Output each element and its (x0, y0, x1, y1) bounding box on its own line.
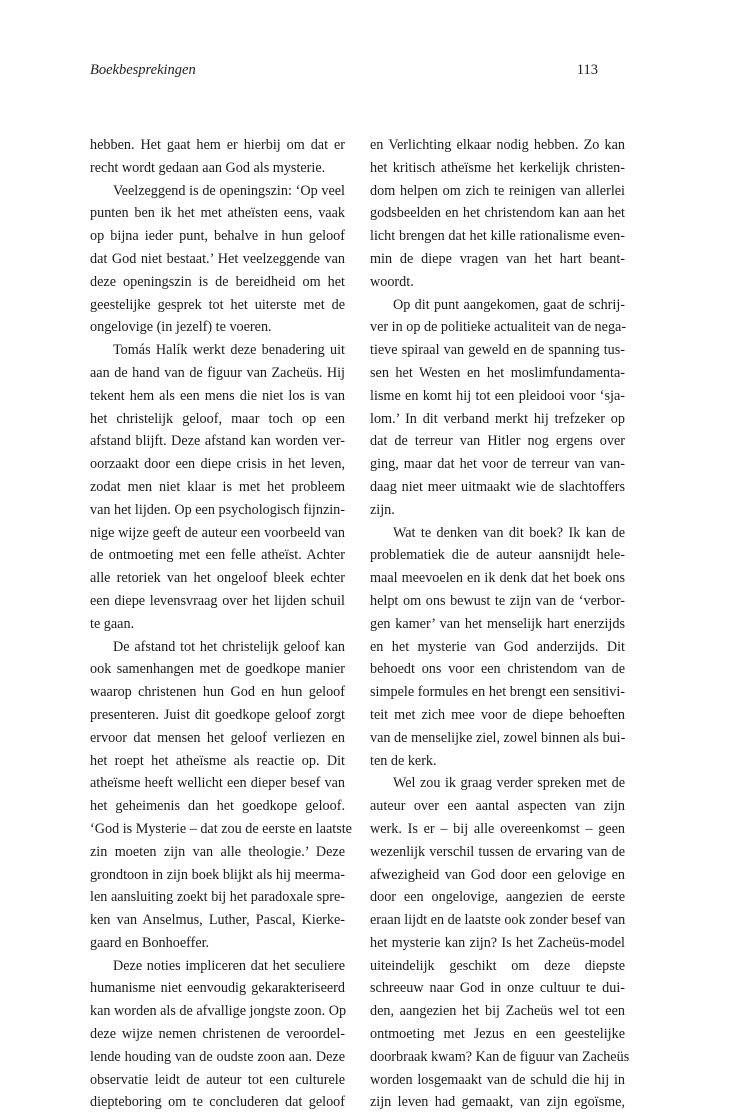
text-line: helpt om ons bewust te zijn van de ‘verbor- (370, 592, 625, 609)
text-line: werk. Is er – bij alle overeenkomst – geen (370, 820, 625, 837)
text-line: het christelijk geloof, maar toch op een (90, 410, 345, 427)
text-column-left (90, 134, 352, 1114)
text-line: dat God niet bestaat.’ Het veelzeggende van (90, 250, 345, 267)
text-line: alle retoriek van het ongeloof bleek echter (90, 570, 345, 587)
text-line: atheïsme heeft wellicht een dieper besef van (90, 775, 345, 792)
text-line: dom helpen om zich te reinigen van allerlei (370, 182, 625, 199)
text-line: ten de kerk. (370, 752, 437, 769)
text-line: schreeuw naar God in onze cultuur te dui- (370, 980, 625, 997)
text-line: Veelzeggend is de openingszin: ‘Op veel (113, 182, 345, 199)
text-line: den, aangezien het bij Zacheüs wel tot een (370, 1003, 625, 1020)
text-line: gaard en Bonhoeffer. (90, 934, 210, 951)
text-line: op bijna ieder punt, behalve in hun geloof (90, 228, 345, 245)
text-line: behoedt ons voor een christendom van de (370, 661, 625, 678)
text-line: geestelijke gesprek tot het uiterste met de (90, 296, 345, 313)
text-line: tieve spiraal van geweld en de spanning tus- (370, 342, 625, 359)
text-line: punten ben ik het met atheïsten eens, vaak (90, 205, 345, 222)
text-line: len aansluiting zoekt bij het paradoxale spre- (90, 889, 345, 906)
text-line: zodat men niet klaar is met het probleem (90, 478, 345, 495)
text-line: zin moeten zijn van alle theologie.’ Deze (90, 843, 345, 860)
text-line: sen het Westen en het moslimfundamenta- (370, 364, 625, 381)
running-head (90, 62, 598, 82)
text-line: auteur over een aantal aspecten van zijn (370, 798, 625, 815)
text-line: door een ongelovige, aangezien de eerste (370, 889, 625, 906)
text-line: deze wijze nemen christenen de veroordel- (90, 1026, 345, 1043)
text-line: zijn leven had gemaakt, van zijn egoïsme, (370, 1094, 625, 1111)
text-line: lende houding van de oudste zoon aan. Deze (90, 1048, 345, 1065)
text-line: diepteboring om te concluderen dat geloof (90, 1094, 345, 1111)
text-line: wezenlijk verschil tussen de ervaring van de (370, 843, 625, 860)
text-line: eraan lijdt en de laatste ook zonder besef van (370, 912, 626, 929)
text-line: afstand blijft. Deze afstand kan worden ver- (90, 433, 345, 450)
text-line: dat de terreur van Hitler nog ergens over (370, 433, 625, 450)
text-line: het geheimenis dan het goedkope geloof. (90, 798, 345, 815)
text-line: van het lijden. Op een psychologisch fijnzin- (90, 501, 345, 518)
text-line: ver in op de politieke actualiteit van de nega- (370, 319, 627, 336)
text-line: het kritisch atheïsme het kerkelijk christen- (370, 159, 625, 176)
text-line: aan de hand van de figuur van Zacheüs. Hij (90, 364, 345, 381)
text-line: presenteren. Juist dit goedkope geloof zorgt (90, 706, 345, 723)
page-number: 113 (576, 62, 598, 78)
text-line: Op dit punt aangekomen, gaat de schrij- (393, 296, 625, 313)
text-line: tekent hem als een mens die niet los is van (90, 387, 345, 404)
text-line: teit met zich mee voor de diepe behoeften (370, 706, 625, 723)
text-line: observatie leidt de auteur tot een culturele (90, 1071, 345, 1088)
text-line: simpele formules en het brengt een sensitivi- (370, 684, 625, 701)
text-line: waarop christenen hun God en hun geloof (90, 684, 345, 701)
text-line: het roept het atheïsme als reactie op. Dit (90, 752, 345, 769)
text-line: afwezigheid van God door een gelovige en (370, 866, 625, 883)
text-line: ervoor dat mensen het geloof verliezen en (90, 729, 345, 746)
text-line: maal meevoelen en ik denk dat het boek ons (370, 570, 625, 587)
running-title: Boekbesprekingen (90, 62, 196, 78)
text-line: te gaan. (90, 615, 135, 632)
text-column-right (370, 134, 630, 1114)
text-line: kan worden als de afvallige jongste zoon. Op (90, 1003, 347, 1020)
text-line: deze openingszin is de bereidheid om het (90, 273, 345, 290)
text-line: en het mysterie van God anderzijds. Dit (370, 638, 625, 655)
text-line: licht brengen dat het kille rationalisme even- (370, 228, 625, 245)
text-line: oorzaakt door een diepe crisis in het leven, (90, 456, 345, 473)
text-line: Wat te denken van dit boek? Ik kan de (393, 524, 625, 541)
text-line: zijn. (370, 501, 395, 518)
text-line: lisme en komt hij tot een pleidooi voor ‘sja- (370, 387, 625, 404)
text-line: ging, maar dat het voor de terreur van van- (370, 456, 625, 473)
text-line: doorbraak kwam? Kan de figuur van Zacheüs (370, 1048, 630, 1065)
text-line: gen kamer’ van het menselijk hart enerzijds (370, 615, 625, 632)
text-line: het mysterie kan zijn? Is het Zacheüs-model (370, 934, 625, 951)
text-line: problematiek die de auteur aansnijdt hele- (370, 547, 625, 564)
text-line: De afstand tot het christelijk geloof kan (113, 638, 345, 655)
text-line: ook samenhangen met de goedkope manier (90, 661, 345, 678)
text-line: uiteindelijk geschikt om deze diepste (370, 957, 625, 974)
text-line: hebben. Het gaat hem er hierbij om dat er (90, 137, 345, 153)
text-line: de ontmoeting met een felle atheïst. Achter (90, 547, 345, 564)
text-line: ontmoeting met Jezus en een geestelijke (370, 1026, 625, 1043)
text-line: daag niet meer uitmaakt wie de slachtoffers (370, 478, 625, 495)
text-line: worden losgemaakt van de schuld die hij in (370, 1071, 625, 1088)
text-line: grondtoon in zijn boek blijkt als hij meerma- (90, 866, 345, 883)
text-line: humanisme niet eenvoudig gekarakteriseerd (90, 980, 345, 997)
text-line: nige wijze geeft de auteur een voorbeeld van (90, 524, 345, 541)
text-line: ken van Anselmus, Luther, Pascal, Kierke- (90, 912, 345, 929)
text-line: min de diepe vragen van het hart beant- (370, 250, 625, 267)
text-line: Wel zou ik graag verder spreken met de (393, 775, 625, 792)
text-line: woordt. (370, 273, 414, 290)
text-line: een diepe levensvraag over het lijden schuil (90, 592, 345, 609)
text-line: godsbeelden en het christendom kan aan het (370, 205, 625, 222)
text-line: en Verlichting elkaar nodig hebben. Zo kan (370, 137, 625, 153)
text-line: van de menselijke ziel, zowel binnen als bui- (370, 729, 626, 746)
text-line: Tomás Halík werkt deze benadering uit (113, 342, 345, 359)
text-line: lom.’ In dit verband merkt hij trefzeker op (370, 410, 625, 427)
text-line: Deze noties impliceren dat het seculiere (113, 957, 345, 974)
text-line: ‘God is Mysterie – dat zou de eerste en laatste (90, 820, 352, 837)
text-line: recht wordt gedaan aan God als mysterie. (90, 159, 326, 176)
text-line: ongelovige (in jezelf) te voeren. (90, 319, 272, 336)
